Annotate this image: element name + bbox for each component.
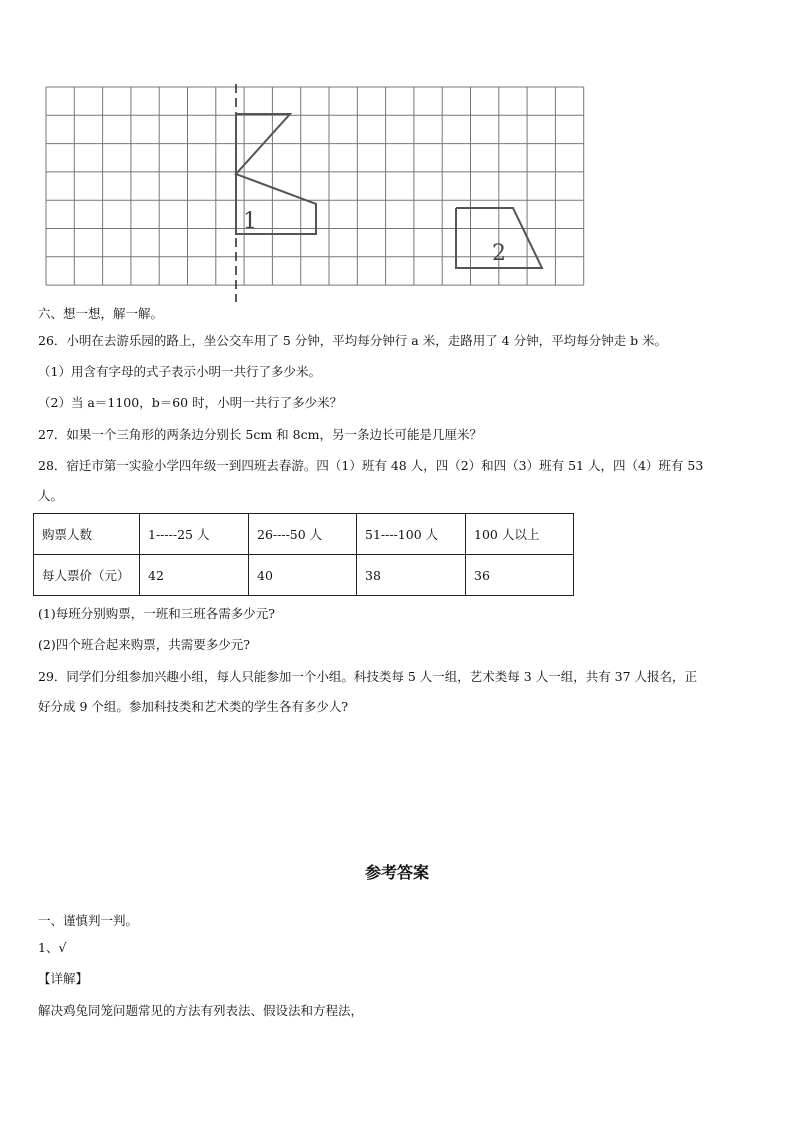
ticket-price-table xyxy=(33,513,574,596)
answer-item-1: 1、√ xyxy=(38,940,67,955)
table-cell: 26----50 人 xyxy=(249,514,357,555)
question-26-part-2: （2）当 a＝1100，b＝60 时，小明一共行了多少米？ xyxy=(38,395,343,410)
question-26: 26．小明在去游乐园的路上，坐公交车用了 5 分钟，平均每分钟行 a 米，走路用了 4 分钟，平均每分钟走 b 米。 xyxy=(38,333,668,348)
table-cell: 40 xyxy=(249,555,357,596)
answers-title: 参考答案 xyxy=(364,863,429,882)
table-row xyxy=(34,555,574,596)
question-28-line-1: 28．宿迁市第一实验小学四年级一到四班去春游。四（1）班有 48 人，四（2）和四（3）班有 51 人，四（4）班有 53 xyxy=(38,458,704,473)
detail-label: 【详解】 xyxy=(38,971,89,986)
table-cell: 51----100 人 xyxy=(357,514,466,555)
question-29-line-2: 好分成 9 个组。参加科技类和艺术类的学生各有多少人? xyxy=(38,699,349,714)
table-cell: 38 xyxy=(357,555,466,596)
detail-text: 解决鸡兔同笼问题常见的方法有列表法、假设法和方程法， xyxy=(38,1003,364,1018)
question-27: 27．如果一个三角形的两条边分别长 5cm 和 8cm，另一条边长可能是几厘米？ xyxy=(38,427,482,442)
grid-figure xyxy=(40,84,602,302)
question-28-part-1: (1)每班分别购票，一班和三班各需多少元? xyxy=(38,606,275,621)
table-cell: 每人票价（元） xyxy=(34,555,140,596)
table-cell: 100 人以上 xyxy=(466,514,574,555)
answers-section-1: 一、谨慎判一判。 xyxy=(38,913,139,928)
shape-2-label: 2 xyxy=(492,241,506,266)
table-cell: 1-----25 人 xyxy=(140,514,249,555)
table-row xyxy=(34,514,574,555)
question-28-part-2: (2)四个班合起来购票，共需要多少元? xyxy=(38,637,250,652)
table-cell: 42 xyxy=(140,555,249,596)
table-cell: 36 xyxy=(466,555,574,596)
question-28-line-2: 人。 xyxy=(38,488,64,503)
section-6-heading: 六、想一想，解一解。 xyxy=(38,306,164,321)
table-cell: 购票人数 xyxy=(34,514,140,555)
question-26-part-1: （1）用含有字母的式子表示小明一共行了多少米。 xyxy=(38,364,321,379)
question-29-line-1: 29．同学们分组参加兴趣小组，每人只能参加一个小组。科技类每 5 人一组，艺术类每 3 人一组，共有 37 人报名，正 xyxy=(38,669,698,684)
shape-1-label: 1 xyxy=(243,209,257,234)
